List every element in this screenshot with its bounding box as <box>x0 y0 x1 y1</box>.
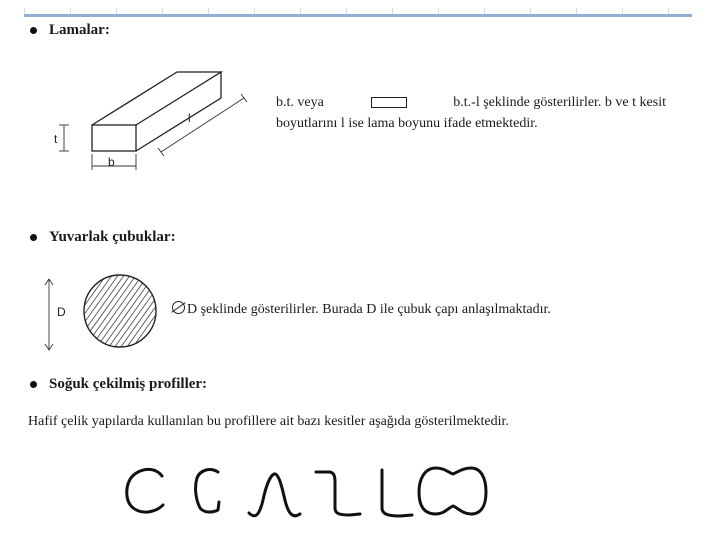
yuvarlak-text: D şeklinde gösterilirler. Burada D ile çubuk çapı anlaşılmaktadır. <box>187 302 551 317</box>
omega-profile-icon <box>249 474 300 516</box>
lamalar-line-2: boyutlarını l ise lama boyunu ifade etmektedir. <box>276 116 538 131</box>
flat-bar-drawing <box>50 70 260 180</box>
dim-b-label: b <box>108 155 115 169</box>
flat-bar-section-icon <box>371 97 407 108</box>
dim-t-label: t <box>54 132 58 146</box>
dim-l-label: l <box>188 111 191 125</box>
section-title: Yuvarlak çubuklar: <box>49 229 176 245</box>
c-profile-icon <box>127 469 163 512</box>
lamalar-line-1-end: b.t.-l şeklinde gösterilirler. b ve t kesit <box>453 95 666 110</box>
header-rule <box>24 14 692 17</box>
section-heading-yuvarlak <box>30 229 176 246</box>
bullet-icon <box>30 234 37 241</box>
round-bar-drawing <box>40 270 165 355</box>
z-profile-icon <box>316 472 360 515</box>
dim-d-label: D <box>57 305 66 319</box>
bullet-icon <box>30 381 37 388</box>
bullet-icon <box>30 27 37 34</box>
double-c-profile-icon <box>419 468 486 514</box>
u-profile-icon <box>382 470 412 516</box>
lamalar-description <box>276 92 666 134</box>
soguk-description: Hafif çelik yapılarda kullanılan bu profillere ait bazı kesitler aşağıda gösterilmektedir. <box>28 414 509 429</box>
section-title: Soğuk çekilmiş profiller: <box>49 376 208 392</box>
section-title: Lamalar: <box>49 22 110 38</box>
c-profile-lipped-icon <box>196 470 219 512</box>
lamalar-line-1-start: b.t. veya <box>276 95 324 110</box>
cold-formed-profiles-drawing <box>118 458 498 526</box>
yuvarlak-description <box>172 299 551 320</box>
section-heading-lamalar <box>30 22 110 39</box>
section-heading-soguk <box>30 376 207 393</box>
lamalar-line-1 <box>276 92 666 113</box>
diameter-symbol-icon <box>172 301 185 314</box>
